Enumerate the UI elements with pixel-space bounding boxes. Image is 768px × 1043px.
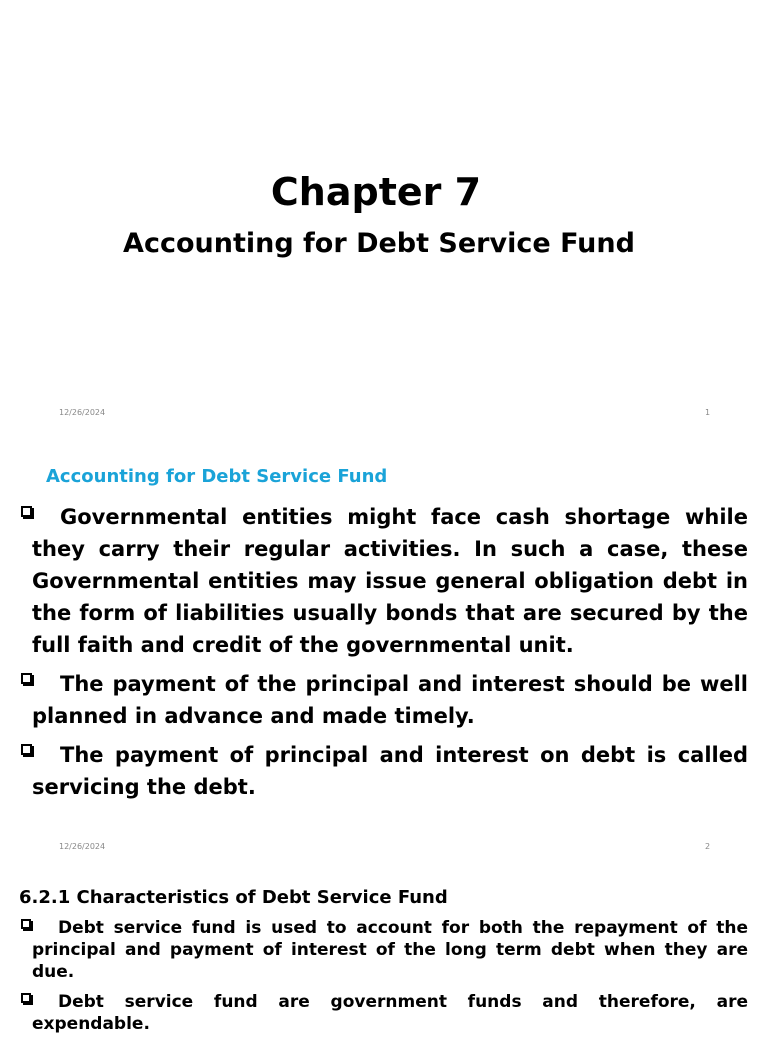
- list-item: [18, 668, 748, 732]
- slide2-date: 12/26/2024: [59, 842, 106, 851]
- slide1-date: 12/26/2024: [59, 408, 106, 417]
- bullet-text: The payment of the principal and interest should be well planned in advance and made timely.: [32, 672, 748, 728]
- checkbox-bullet-icon: [21, 506, 32, 517]
- chapter-title: Chapter 7: [270, 170, 482, 214]
- slide2-page-number: 2: [705, 842, 711, 851]
- checkbox-bullet-icon: [21, 993, 31, 1003]
- slide1-page-number: 1: [705, 408, 711, 417]
- checkbox-bullet-icon: [21, 744, 32, 755]
- bullet-list: [18, 917, 748, 1043]
- bullet-text: Debt service fund are government funds and therefore, are expendable.: [32, 992, 748, 1034]
- list-item: [18, 501, 748, 661]
- checkbox-bullet-icon: [21, 919, 31, 929]
- checkbox-bullet-icon: [21, 673, 32, 684]
- chapter-subtitle: Accounting for Debt Service Fund: [123, 228, 635, 259]
- list-item: [18, 739, 748, 803]
- list-item: [18, 917, 748, 983]
- list-item: [18, 991, 748, 1035]
- bullet-text: Debt service fund is used to account for both the repayment of the principal and payment of interest of the long term debt when they are due.: [32, 918, 748, 982]
- bullet-list: [18, 501, 748, 810]
- section-title: 6.2.1 Characteristics of Debt Service Fund: [19, 887, 448, 908]
- bullet-text: The payment of principal and interest on debt is called servicing the debt.: [32, 743, 748, 799]
- bullet-text: Governmental entities might face cash shortage while they carry their regular activities. In such a case, these Governmental entities may issue general obligation debt in the form of liabilities usually bonds that are secured by the full faith and credit of the governmental unit.: [32, 505, 748, 657]
- section-title: Accounting for Debt Service Fund: [46, 466, 388, 487]
